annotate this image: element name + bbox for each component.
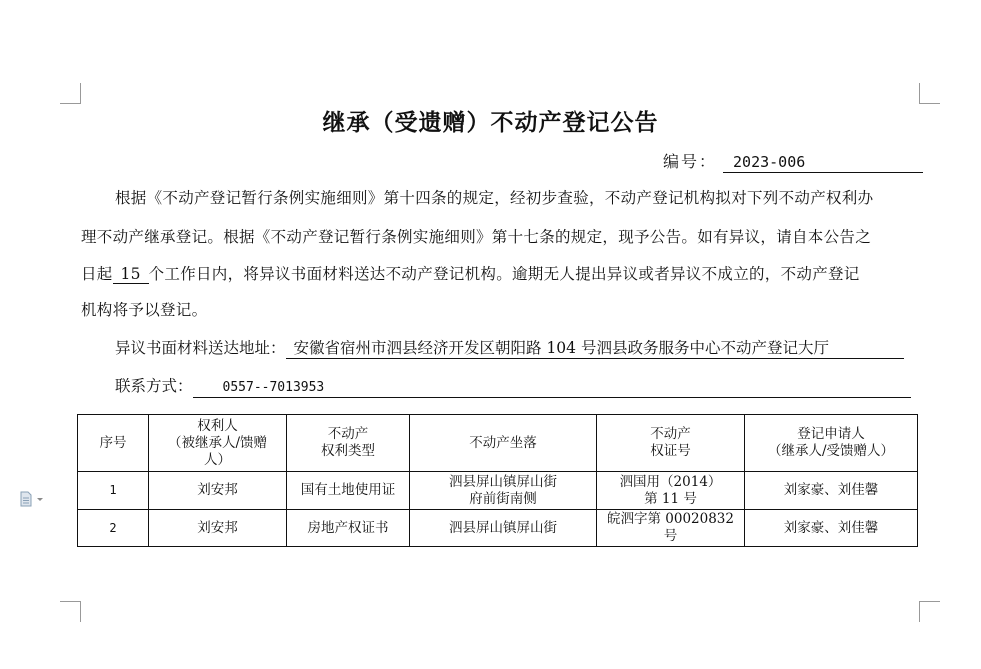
notice-line-3 <box>81 262 860 284</box>
crop-mark-bottom-right <box>919 601 940 622</box>
cell-cert-line-2: 第 11 号 <box>644 490 697 507</box>
header-type-line-1: 不动产 <box>327 426 369 442</box>
cell-holder: 刘安邦 <box>149 510 287 547</box>
cell-certificate: 皖泗字第 00020832 号 <box>597 510 745 547</box>
header-applicant-line-2: （继承人/受馈赠人） <box>767 443 895 459</box>
header-holder-line-2: （被继承人/馈赠 <box>167 434 268 451</box>
cell-cert-line-1: 泗国用（2014） <box>619 473 722 490</box>
header-cert-line-2: 权证号 <box>650 443 691 459</box>
page-title: 继承（受遗赠）不动产登记公告 <box>322 110 659 136</box>
notice-line-4: 机构将予以登记。 <box>81 301 208 319</box>
cell-seq: 2 <box>78 510 149 547</box>
cell-location <box>410 472 597 510</box>
header-location: 不动产坐落 <box>410 415 597 472</box>
cell-right-type: 房地产权证书 <box>287 510 410 547</box>
number-value: 2023-006 <box>723 152 923 173</box>
cell-right-type: 国有土地使用证 <box>287 472 410 510</box>
registration-table <box>77 414 918 547</box>
cell-location-line-2: 府前街南侧 <box>469 490 537 507</box>
table-row <box>78 510 918 547</box>
header-seq: 序号 <box>78 415 149 472</box>
notice-line-3-suffix: 个工作日内，将异议书面材料送达不动产登记机构。逾期无人提出异议或者异议不成立的，不动产登记 <box>148 265 860 283</box>
table-row <box>78 472 918 510</box>
notice-line-3-prefix: 日起 <box>81 265 113 283</box>
notice-line-2: 理不动产继承登记。根据《不动产登记暂行条例实施细则》第十七条的规定，现予公告。如有异议，请自本公告之 <box>81 228 872 246</box>
cell-certificate <box>597 472 745 510</box>
document-number <box>663 149 923 171</box>
cell-location: 泗县屏山镇屏山街 <box>410 510 597 547</box>
header-applicant-line-1: 登记申请人 <box>797 426 865 442</box>
crop-mark-top-left <box>60 83 81 104</box>
table-header-row <box>78 415 918 472</box>
crop-mark-top-right <box>919 83 940 104</box>
header-holder-line-1: 权利人 <box>197 417 238 434</box>
objection-days: 15 <box>113 265 149 284</box>
contact-info <box>115 374 911 398</box>
header-type-line-2: 权利类型 <box>321 443 375 459</box>
header-right-type <box>287 415 410 472</box>
cell-holder: 刘安邦 <box>149 472 287 510</box>
cell-applicant: 刘家豪、刘佳馨 <box>745 510 918 547</box>
header-certificate <box>597 415 745 472</box>
address-label: 异议书面材料送达地址： <box>115 339 286 357</box>
contact-value: 0557--7013953 <box>193 379 911 398</box>
header-cert-line-1: 不动产 <box>650 426 691 442</box>
number-label: 编号： <box>663 152 718 171</box>
address-value: 安徽省宿州市泗县经济开发区朝阳路 104 号泗县政务服务中心不动产登记大厅 <box>286 336 904 359</box>
document-icon[interactable] <box>19 491 45 507</box>
notice-line-1: 根据《不动产登记暂行条例实施细则》第十四条的规定，经初步查验，不动产登记机构拟对下列不动产权利办 <box>115 189 874 207</box>
header-holder-line-3: 人） <box>204 451 231 468</box>
cell-location-line-1: 泗县屏山镇屏山街 <box>449 473 557 490</box>
contact-label: 联系方式： <box>115 377 193 395</box>
header-holder <box>149 415 287 472</box>
cell-seq: 1 <box>78 472 149 510</box>
crop-mark-bottom-left <box>60 601 81 622</box>
cell-applicant: 刘家豪、刘佳馨 <box>745 472 918 510</box>
header-applicant <box>745 415 918 472</box>
objection-address <box>115 336 904 359</box>
